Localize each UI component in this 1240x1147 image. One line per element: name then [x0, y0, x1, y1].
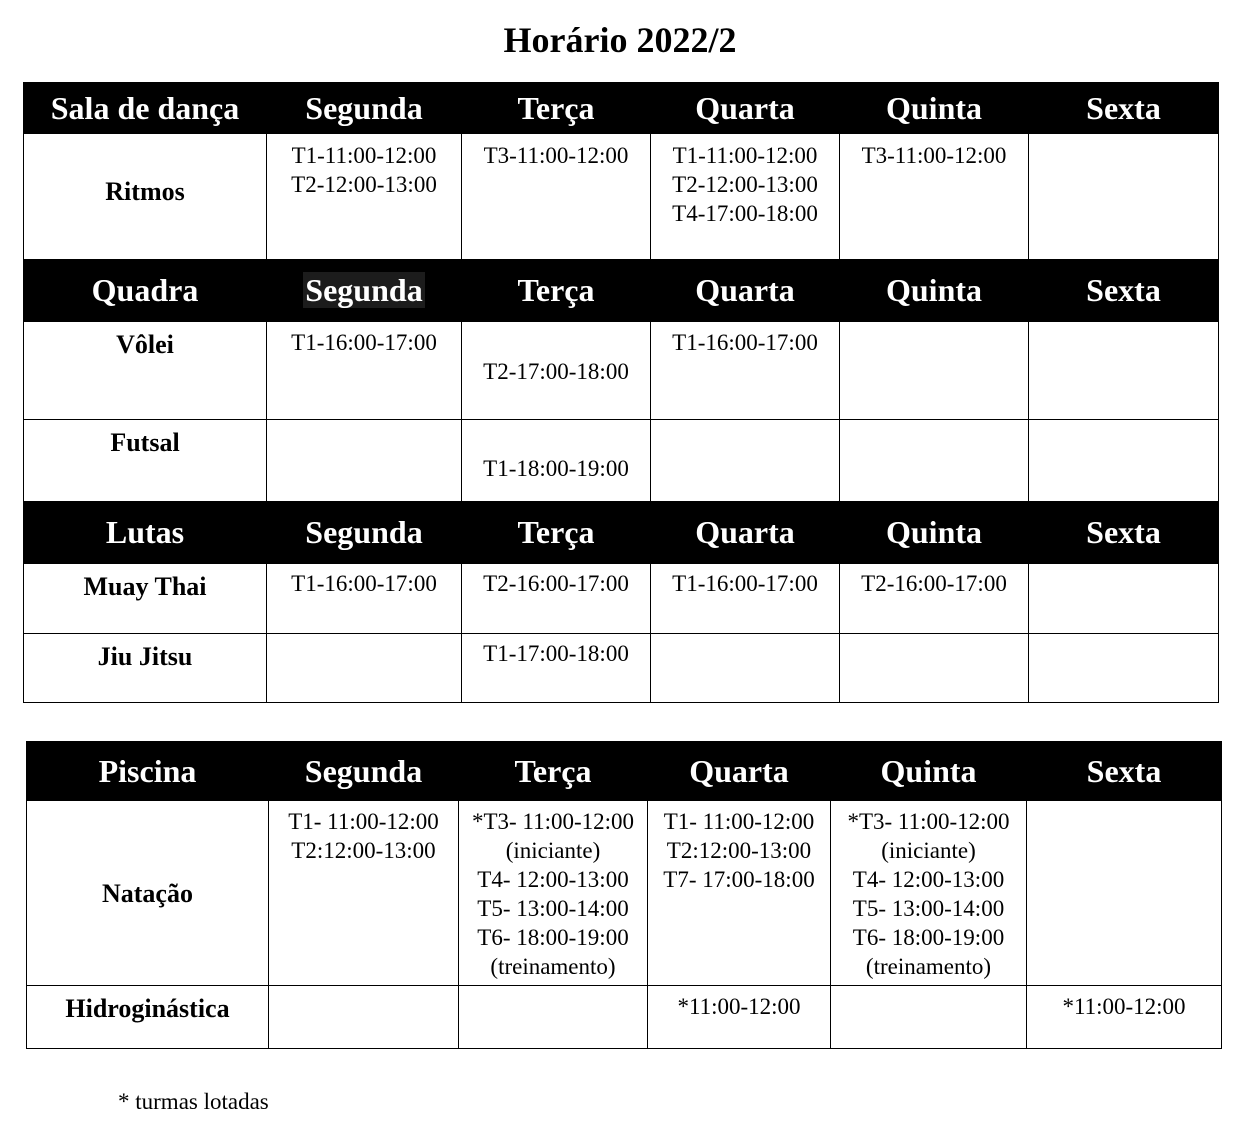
schedule-cell [840, 420, 1029, 502]
schedule-cell [267, 420, 462, 502]
schedule-cell [462, 634, 651, 703]
day-header: Sexta [1029, 83, 1219, 134]
time-slot: T1-16:00-17:00 [672, 330, 818, 355]
day-header: Quinta [840, 260, 1029, 322]
time-slot: T2:12:00-13:00 [666, 838, 812, 863]
time-slot: T1- 11:00-12:00 [288, 809, 439, 834]
time-slot: T2-12:00-13:00 [672, 172, 818, 197]
schedule-cell [462, 420, 651, 502]
table-row [27, 986, 1222, 1049]
time-slot: T4- 12:00-13:00 [852, 867, 1005, 892]
time-slot: T1-16:00-17:00 [291, 330, 437, 355]
activity-name: Natação [27, 801, 269, 986]
time-slot: T4-17:00-18:00 [672, 201, 818, 226]
page-title: Horário 2022/2 [503, 20, 737, 60]
schedule-cell [462, 322, 651, 420]
schedule-cell [831, 801, 1027, 986]
time-slot: T1- 11:00-12:00 [663, 809, 815, 834]
schedule-cell [269, 801, 459, 986]
time-slot-note: (iniciante) [881, 838, 976, 863]
day-header: Terça [462, 502, 651, 564]
schedule-cell [651, 564, 840, 634]
time-slot: *11:00-12:00 [1062, 994, 1186, 1019]
schedule-cell [1027, 801, 1222, 986]
schedule-cell [267, 634, 462, 703]
schedule-cell [840, 634, 1029, 703]
schedule-cell [267, 134, 462, 260]
day-header: Quinta [831, 742, 1027, 801]
time-slot: T6- 18:00-19:00 [477, 925, 629, 950]
time-slot: T2-16:00-17:00 [861, 571, 1007, 596]
schedule-table-main [23, 82, 1219, 703]
activity-name: Muay Thai [24, 564, 267, 634]
schedule-cell [1029, 322, 1219, 420]
time-slot: T1-11:00-12:00 [291, 143, 437, 168]
time-slot: T5- 13:00-14:00 [477, 896, 629, 921]
schedule-cell [269, 986, 459, 1049]
day-header: Terça [459, 742, 648, 801]
time-slot: T2:12:00-13:00 [291, 838, 436, 863]
table-row [24, 564, 1219, 634]
day-header [267, 260, 462, 322]
table-row [24, 322, 1219, 420]
day-header: Quarta [651, 502, 840, 564]
time-slot: T2-16:00-17:00 [483, 571, 629, 596]
table-row [27, 801, 1222, 986]
day-header: Segunda [267, 502, 462, 564]
time-slot: *T3- 11:00-12:00 [847, 809, 1010, 834]
section-header-piscina [27, 742, 1222, 801]
schedule-cell [840, 564, 1029, 634]
time-slot: T1-11:00-12:00 [672, 143, 818, 168]
time-slot: *T3- 11:00-12:00 [471, 809, 635, 834]
day-header: Quinta [840, 83, 1029, 134]
schedule-cell [1029, 634, 1219, 703]
footnote: * turmas lotadas [118, 1089, 269, 1114]
time-slot: T5- 13:00-14:00 [852, 896, 1005, 921]
time-slot: T1-16:00-17:00 [672, 571, 818, 596]
schedule-cell [651, 322, 840, 420]
schedule-cell [267, 322, 462, 420]
schedule-cell [648, 986, 831, 1049]
schedule-cell [651, 134, 840, 260]
day-header: Quarta [651, 260, 840, 322]
time-slot: T2-12:00-13:00 [291, 172, 437, 197]
day-header: Segunda [267, 83, 462, 134]
section-label: Sala de dança [24, 83, 267, 134]
schedule-cell [840, 134, 1029, 260]
day-header: Terça [462, 260, 651, 322]
schedule-cell [267, 564, 462, 634]
time-slot-note: (treinamento) [865, 954, 992, 979]
activity-name: Vôlei [24, 322, 267, 420]
time-slot: T1-17:00-18:00 [483, 641, 629, 666]
time-slot: T3-11:00-12:00 [483, 143, 629, 168]
day-header: Sexta [1029, 502, 1219, 564]
time-slot: *11:00-12:00 [677, 994, 801, 1019]
day-header: Quinta [840, 502, 1029, 564]
schedule-cell [462, 134, 651, 260]
day-header: Sexta [1029, 260, 1219, 322]
activity-name: Ritmos [24, 134, 267, 260]
schedule-cell [651, 420, 840, 502]
time-slot: T1-18:00-19:00 [483, 456, 629, 481]
schedule-cell [1029, 420, 1219, 502]
table-row [24, 134, 1219, 260]
activity-name: Futsal [24, 420, 267, 502]
time-slot-note: (treinamento) [490, 954, 616, 979]
schedule-cell [459, 801, 648, 986]
section-header-quadra [24, 260, 1219, 322]
day-header: Segunda [269, 742, 459, 801]
schedule-cell [1029, 134, 1219, 260]
schedule-cell [1027, 986, 1222, 1049]
day-header-text: Segunda [305, 272, 423, 308]
table-row [24, 634, 1219, 703]
time-slot: T2-17:00-18:00 [483, 359, 629, 384]
schedule-cell [462, 564, 651, 634]
time-slot-note: (iniciante) [505, 838, 601, 863]
schedule-cell [651, 634, 840, 703]
section-label: Quadra [24, 260, 267, 322]
schedule-cell [831, 986, 1027, 1049]
activity-name: Jiu Jitsu [24, 634, 267, 703]
time-slot: T7- 17:00-18:00 [663, 867, 815, 892]
section-header-lutas [24, 502, 1219, 564]
day-header: Terça [462, 83, 651, 134]
schedule-cell [459, 986, 648, 1049]
time-slot: T6- 18:00-19:00 [852, 925, 1005, 950]
time-slot: T1-16:00-17:00 [291, 571, 437, 596]
time-slot: T3-11:00-12:00 [861, 143, 1007, 168]
section-label: Lutas [24, 502, 267, 564]
day-header: Quarta [651, 83, 840, 134]
activity-name: Hidroginástica [27, 986, 269, 1049]
schedule-cell [1029, 564, 1219, 634]
day-header: Quarta [648, 742, 831, 801]
section-label: Piscina [27, 742, 269, 801]
time-slot: T4- 12:00-13:00 [477, 867, 629, 892]
schedule-cell [840, 322, 1029, 420]
schedule-cell [648, 801, 831, 986]
schedule-table-piscina [26, 741, 1222, 1049]
day-header: Sexta [1027, 742, 1222, 801]
table-row [24, 420, 1219, 502]
section-header-sala [24, 83, 1219, 134]
